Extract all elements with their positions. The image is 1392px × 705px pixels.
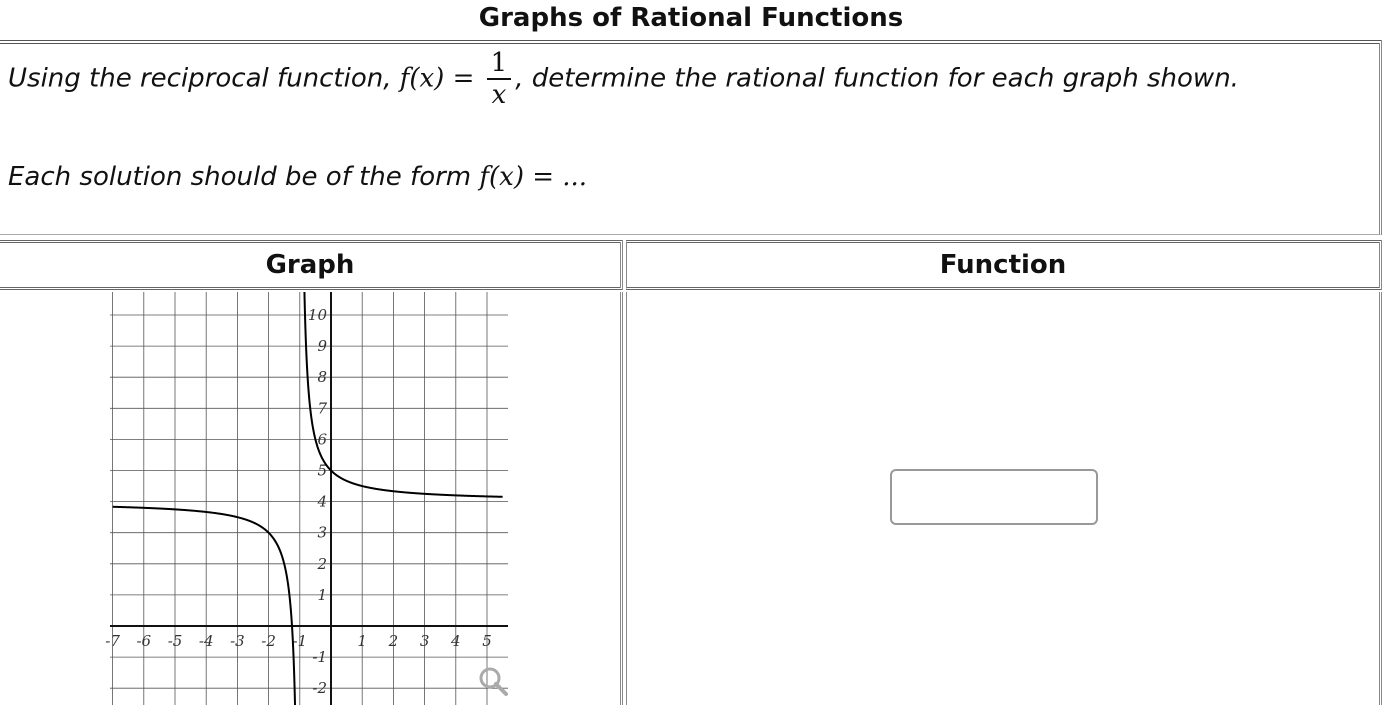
form-note [8, 162, 587, 192]
function-answer-input[interactable] [890, 469, 1098, 525]
y-tick-label: 10 [307, 306, 327, 324]
form-note-prefix: Each solution should be of the form [8, 162, 472, 192]
x-tick-label: -5 [167, 632, 183, 650]
x-tick-label: 1 [357, 632, 367, 650]
function-graph[interactable] [0, 292, 560, 705]
y-tick-label: -2 [312, 679, 327, 698]
function-cell [626, 292, 1382, 705]
y-tick-label: 6 [317, 430, 327, 449]
page-title: Graphs of Rational Functions [478, 3, 904, 33]
y-tick-label: 9 [317, 337, 327, 356]
instruction-prefix: Using the reciprocal function, [8, 63, 392, 94]
y-tick-label: -1 [312, 648, 327, 667]
x-tick-label: 3 [419, 632, 430, 650]
curve-right-branch [304, 292, 502, 497]
x-tick-label: 2 [388, 632, 399, 650]
x-tick-label: -1 [292, 632, 308, 650]
fraction-numerator: 1 [487, 48, 512, 80]
y-tick-label: 4 [317, 492, 327, 511]
curve-left-branch [113, 507, 295, 705]
x-tick-label: -7 [105, 632, 120, 650]
instruction-line [8, 48, 1239, 110]
y-tick-label: 7 [317, 399, 327, 418]
x-tick-label: -2 [261, 632, 276, 650]
column-header-graph: Graph [0, 240, 623, 290]
x-tick-label: -3 [230, 632, 245, 650]
x-tick-label: -6 [136, 632, 152, 650]
y-tick-label: 3 [317, 523, 327, 542]
x-tick-label: 5 [482, 632, 492, 650]
y-tick-label: 5 [317, 461, 327, 480]
instruction-suffix: , determine the rational function for each graph shown. [515, 63, 1239, 94]
y-tick-label: 8 [317, 368, 327, 387]
fraction-denominator: x [491, 80, 507, 110]
x-tick-label: -4 [198, 632, 214, 650]
graph-cell [0, 292, 623, 705]
y-tick-label: 1 [317, 585, 327, 604]
form-note-expression: f(x) = ... [479, 162, 588, 192]
y-tick-label: 2 [317, 554, 327, 573]
function-notation: f(x) = [399, 63, 475, 94]
magnifier-icon[interactable] [481, 669, 506, 694]
column-header-function: Function [626, 240, 1382, 290]
reciprocal-fraction [487, 48, 512, 110]
x-tick-label: 4 [451, 632, 461, 650]
